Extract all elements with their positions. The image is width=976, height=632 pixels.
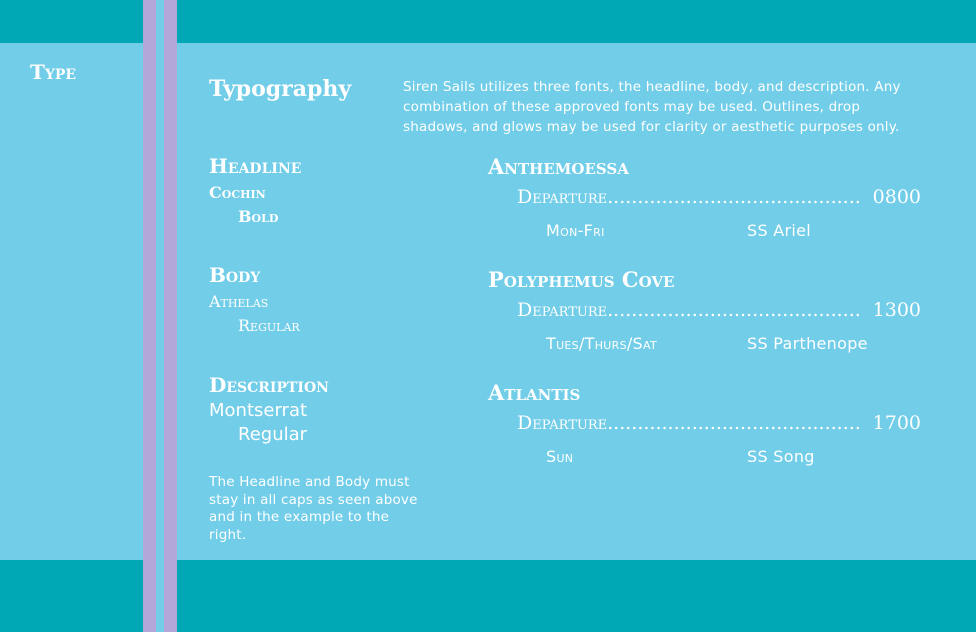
font-family-headline: Cochin: [209, 183, 266, 202]
departure-days: Tues/Thurs/Sat: [546, 334, 658, 353]
ship-name: SS Ariel: [747, 221, 812, 240]
ship-name: SS Parthenope: [747, 334, 868, 353]
leader-dots: ..........................................: [607, 299, 861, 321]
departure-label: Departure: [517, 299, 608, 321]
section-label: Type: [30, 60, 77, 84]
font-role-description: Description: [209, 373, 329, 397]
departure-time: 0800: [872, 186, 921, 208]
departure-line: [517, 186, 921, 208]
destination-name: Anthemoessa: [488, 154, 629, 179]
font-family-body: Athelas: [209, 292, 269, 311]
departure-line: [517, 412, 921, 434]
destination-name: Atlantis: [488, 380, 581, 405]
departure-days: Sun: [546, 447, 574, 466]
font-style-body: Regular: [238, 316, 300, 335]
departure-time: 1300: [872, 299, 921, 321]
font-family-description: Montserrat: [209, 400, 308, 421]
departure-line: [517, 299, 921, 321]
departure-time: 1700: [872, 412, 921, 434]
page-title: Typography: [209, 76, 352, 102]
intro-text: Siren Sails utilizes three fonts, the headline, body, and description. Any combination of these approved fonts may be used. Outlines, drop shadows, and glows may be used for clarity or aesthetic purposes only.: [403, 79, 901, 135]
ship-name: SS Song: [747, 447, 815, 466]
leader-dots: ..........................................: [607, 186, 861, 208]
departure-label: Departure: [517, 186, 608, 208]
departure-label: Departure: [517, 412, 608, 434]
font-role-body: Body: [209, 263, 261, 287]
font-style-description: Regular: [238, 424, 308, 445]
font-role-headline: Headline: [209, 154, 302, 178]
font-style-headline: Bold: [238, 207, 279, 226]
caps-note: The Headline and Body must stay in all caps as seen above and in the example to the right.: [209, 474, 418, 543]
leader-dots: ..........................................: [607, 412, 861, 434]
departure-days: Mon-Fri: [546, 221, 605, 240]
vertical-stripe-gap: [156, 0, 164, 632]
destination-name: Polyphemus Cove: [488, 267, 675, 292]
